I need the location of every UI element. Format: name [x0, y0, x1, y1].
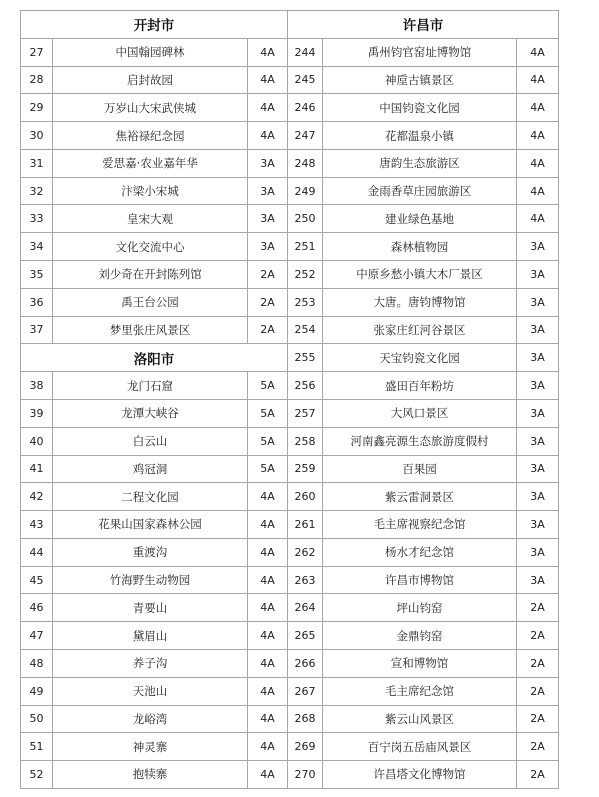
- rating-level: 2A: [248, 317, 288, 345]
- attraction-name: 森林植物园: [323, 233, 517, 261]
- row-number: 42: [21, 483, 53, 511]
- row-number: 255: [288, 344, 323, 372]
- attraction-name: 禹王台公园: [53, 289, 248, 317]
- attraction-name: 养子沟: [53, 650, 248, 678]
- rating-level: 3A: [248, 150, 288, 178]
- attraction-name: 神灵寨: [53, 733, 248, 761]
- rating-level: 3A: [248, 205, 288, 233]
- attraction-name: 中国钧瓷文化园: [323, 94, 517, 122]
- row-number: 48: [21, 650, 53, 678]
- attraction-name: 万岁山大宋武侠城: [53, 94, 248, 122]
- row-number: 245: [288, 67, 323, 95]
- city-header: 开封市: [21, 11, 288, 39]
- attraction-name: 天宝钧瓷文化园: [323, 344, 517, 372]
- row-number: 265: [288, 622, 323, 650]
- rating-level: 2A: [517, 678, 559, 706]
- attraction-name: 禹州钧官窑址博物馆: [323, 39, 517, 67]
- attraction-name: 宣和博物馆: [323, 650, 517, 678]
- rating-level: 4A: [248, 594, 288, 622]
- rating-level: 4A: [248, 39, 288, 67]
- rating-level: 3A: [517, 567, 559, 595]
- attraction-name: 皇宋大观: [53, 205, 248, 233]
- row-number: 29: [21, 94, 53, 122]
- rating-level: 3A: [517, 233, 559, 261]
- row-number: 45: [21, 567, 53, 595]
- row-number: 256: [288, 372, 323, 400]
- rating-level: 4A: [248, 733, 288, 761]
- rating-level: 4A: [517, 67, 559, 95]
- row-number: 31: [21, 150, 53, 178]
- rating-level: 3A: [517, 372, 559, 400]
- row-number: 51: [21, 733, 53, 761]
- attraction-name: 大风口景区: [323, 400, 517, 428]
- attraction-name: 毛主席纪念馆: [323, 678, 517, 706]
- rating-level: 4A: [248, 94, 288, 122]
- rating-level: 3A: [517, 456, 559, 484]
- row-number: 244: [288, 39, 323, 67]
- attraction-name: 紫云山风景区: [323, 706, 517, 734]
- row-number: 28: [21, 67, 53, 95]
- rating-level: 3A: [517, 483, 559, 511]
- row-number: 266: [288, 650, 323, 678]
- row-number: 253: [288, 289, 323, 317]
- attraction-name: 汴梁小宋城: [53, 178, 248, 206]
- row-number: 47: [21, 622, 53, 650]
- attraction-name: 许昌塔文化博物馆: [323, 761, 517, 789]
- rating-level: 3A: [517, 511, 559, 539]
- row-number: 249: [288, 178, 323, 206]
- attraction-name: 金鼎钧窑: [323, 622, 517, 650]
- rating-level: 3A: [517, 539, 559, 567]
- rating-level: 3A: [517, 317, 559, 345]
- row-number: 38: [21, 372, 53, 400]
- attraction-name: 坪山钧窑: [323, 594, 517, 622]
- row-number: 39: [21, 400, 53, 428]
- attraction-name: 大唐。唐钧博物馆: [323, 289, 517, 317]
- attraction-name: 文化交流中心: [53, 233, 248, 261]
- attraction-name: 河南鑫亮源生态旅游度假村: [323, 428, 517, 456]
- rating-level: 4A: [248, 761, 288, 789]
- attraction-name: 龙峪湾: [53, 706, 248, 734]
- row-number: 250: [288, 205, 323, 233]
- attraction-name: 张家庄红河谷景区: [323, 317, 517, 345]
- rating-level: 2A: [248, 261, 288, 289]
- attraction-name: 天池山: [53, 678, 248, 706]
- kaifeng-luoyang-table: [20, 10, 288, 789]
- rating-level: 5A: [248, 428, 288, 456]
- rating-level: 4A: [248, 678, 288, 706]
- row-number: 270: [288, 761, 323, 789]
- rating-level: 3A: [248, 178, 288, 206]
- attraction-name: 中原乡愁小镇大木厂景区: [323, 261, 517, 289]
- row-number: 260: [288, 483, 323, 511]
- attraction-name: 重渡沟: [53, 539, 248, 567]
- row-number: 257: [288, 400, 323, 428]
- rating-level: 3A: [517, 289, 559, 317]
- row-number: 261: [288, 511, 323, 539]
- attraction-name: 龙潭大峡谷: [53, 400, 248, 428]
- row-number: 43: [21, 511, 53, 539]
- row-number: 40: [21, 428, 53, 456]
- attraction-name: 毛主席视察纪念馆: [323, 511, 517, 539]
- rating-level: 2A: [248, 289, 288, 317]
- city-header: 许昌市: [288, 11, 559, 39]
- rating-level: 4A: [248, 122, 288, 150]
- attraction-name: 竹海野生动物园: [53, 567, 248, 595]
- attraction-name: 杨水才纪念馆: [323, 539, 517, 567]
- rating-level: 5A: [248, 400, 288, 428]
- rating-level: 5A: [248, 372, 288, 400]
- rating-level: 4A: [517, 94, 559, 122]
- row-number: 267: [288, 678, 323, 706]
- xuchang-table: [288, 10, 559, 789]
- row-number: 44: [21, 539, 53, 567]
- row-number: 50: [21, 706, 53, 734]
- rating-level: 4A: [517, 178, 559, 206]
- attraction-name: 金雨香草庄园旅游区: [323, 178, 517, 206]
- row-number: 36: [21, 289, 53, 317]
- row-number: 246: [288, 94, 323, 122]
- row-number: 251: [288, 233, 323, 261]
- attraction-name: 花都温泉小镇: [323, 122, 517, 150]
- rating-level: 4A: [517, 205, 559, 233]
- rating-level: 4A: [517, 39, 559, 67]
- rating-level: 4A: [517, 122, 559, 150]
- row-number: 262: [288, 539, 323, 567]
- row-number: 248: [288, 150, 323, 178]
- row-number: 259: [288, 456, 323, 484]
- row-number: 247: [288, 122, 323, 150]
- rating-level: 2A: [517, 706, 559, 734]
- attraction-name: 紫云雷洞景区: [323, 483, 517, 511]
- row-number: 33: [21, 205, 53, 233]
- attraction-name: 抱犊寨: [53, 761, 248, 789]
- rating-level: 3A: [517, 344, 559, 372]
- row-number: 49: [21, 678, 53, 706]
- row-number: 254: [288, 317, 323, 345]
- attraction-name: 二程文化园: [53, 483, 248, 511]
- rating-level: 2A: [517, 761, 559, 789]
- city-header: 洛阳市: [21, 344, 288, 372]
- rating-level: 2A: [517, 733, 559, 761]
- row-number: 263: [288, 567, 323, 595]
- rating-level: 3A: [517, 400, 559, 428]
- rating-level: 4A: [248, 539, 288, 567]
- attraction-name: 启封故园: [53, 67, 248, 95]
- rating-level: 3A: [517, 261, 559, 289]
- attraction-name: 神垕古镇景区: [323, 67, 517, 95]
- row-number: 52: [21, 761, 53, 789]
- row-number: 35: [21, 261, 53, 289]
- rating-level: 3A: [517, 428, 559, 456]
- attraction-name: 爱思嘉·农业嘉年华: [53, 150, 248, 178]
- attraction-name: 中国翰园碑林: [53, 39, 248, 67]
- attraction-name: 刘少奇在开封陈列馆: [53, 261, 248, 289]
- row-number: 258: [288, 428, 323, 456]
- attraction-name: 盛田百年粉坊: [323, 372, 517, 400]
- rating-level: 2A: [517, 594, 559, 622]
- rating-level: 4A: [248, 511, 288, 539]
- rating-level: 2A: [517, 650, 559, 678]
- rating-level: 5A: [248, 456, 288, 484]
- row-number: 252: [288, 261, 323, 289]
- rating-level: 4A: [248, 622, 288, 650]
- rating-level: 4A: [248, 67, 288, 95]
- row-number: 37: [21, 317, 53, 345]
- row-number: 30: [21, 122, 53, 150]
- row-number: 41: [21, 456, 53, 484]
- attraction-name: 龙门石窟: [53, 372, 248, 400]
- attraction-name: 许昌市博物馆: [323, 567, 517, 595]
- attraction-name: 梦里张庄风景区: [53, 317, 248, 345]
- attraction-name: 百果园: [323, 456, 517, 484]
- attraction-name: 白云山: [53, 428, 248, 456]
- row-number: 32: [21, 178, 53, 206]
- rating-level: 4A: [248, 567, 288, 595]
- attraction-name: 建业绿色基地: [323, 205, 517, 233]
- row-number: 264: [288, 594, 323, 622]
- attraction-name: 鸡冠洞: [53, 456, 248, 484]
- row-number: 34: [21, 233, 53, 261]
- row-number: 268: [288, 706, 323, 734]
- rating-level: 3A: [248, 233, 288, 261]
- row-number: 269: [288, 733, 323, 761]
- rating-level: 4A: [248, 706, 288, 734]
- rating-level: 4A: [248, 483, 288, 511]
- rating-level: 4A: [248, 650, 288, 678]
- rating-level: 2A: [517, 622, 559, 650]
- attraction-name: 百宁岗五岳庙风景区: [323, 733, 517, 761]
- row-number: 46: [21, 594, 53, 622]
- rating-level: 4A: [517, 150, 559, 178]
- attraction-name: 黛眉山: [53, 622, 248, 650]
- attraction-name: 花果山国家森林公园: [53, 511, 248, 539]
- attraction-name: 焦裕禄纪念园: [53, 122, 248, 150]
- attraction-name: 青要山: [53, 594, 248, 622]
- attraction-name: 唐韵生态旅游区: [323, 150, 517, 178]
- row-number: 27: [21, 39, 53, 67]
